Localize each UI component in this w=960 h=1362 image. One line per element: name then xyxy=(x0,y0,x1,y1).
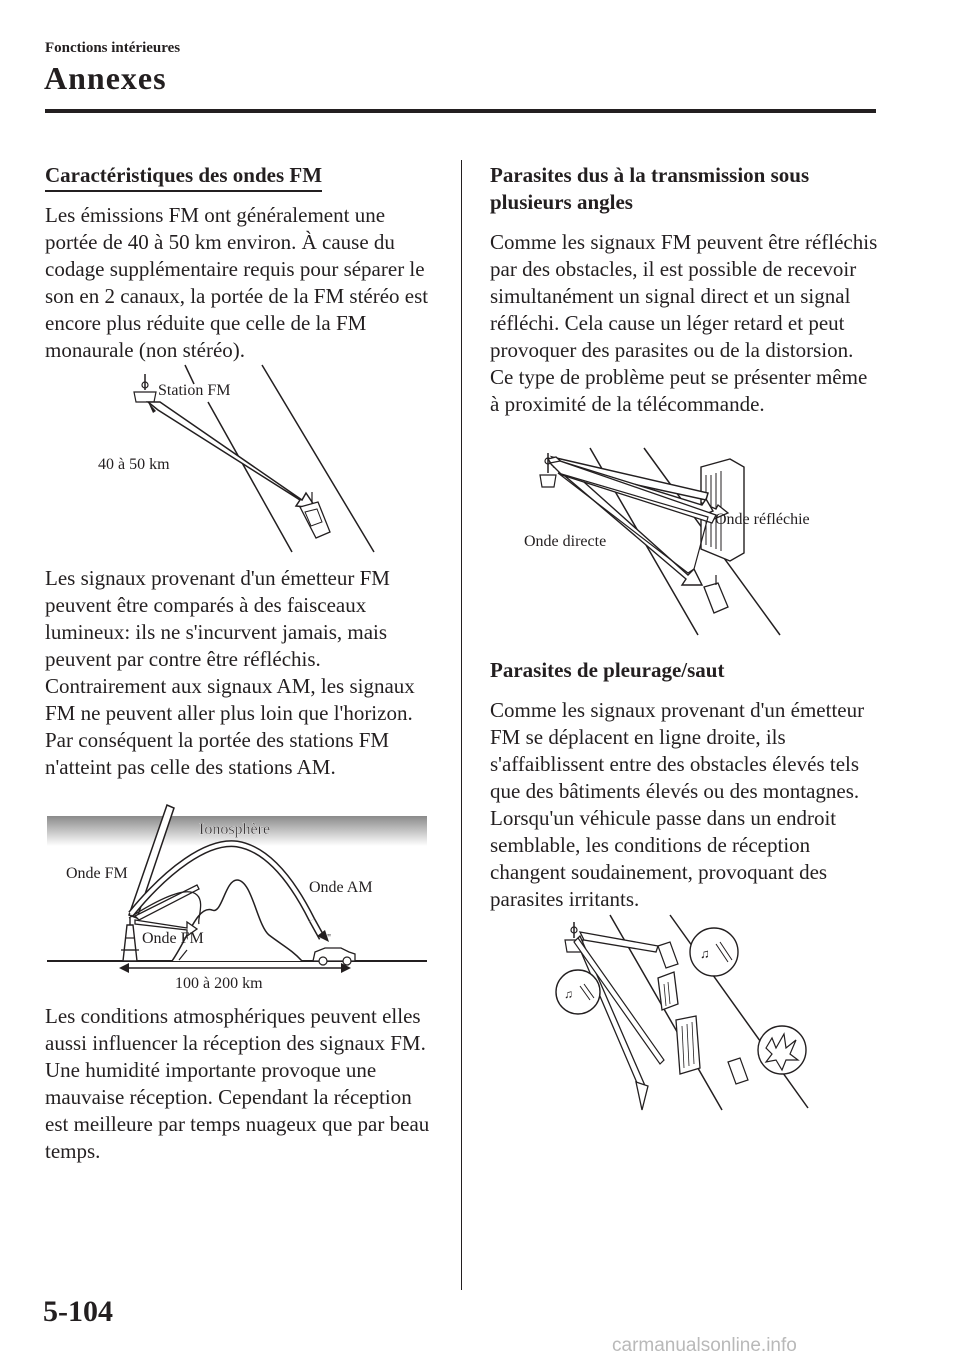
am-wave-label: Onde AM xyxy=(309,879,373,896)
svg-text:♫: ♫ xyxy=(564,987,573,1001)
svg-text:": " xyxy=(327,933,332,944)
section-label: Fonctions intérieures xyxy=(45,40,181,56)
fm-wave-label-lower: Onde FM xyxy=(142,930,204,947)
reflected-wave-label: Onde réfléchie xyxy=(715,511,810,528)
radio-tower-icon xyxy=(134,374,156,402)
figure-flutter-noise xyxy=(550,910,812,1115)
station-fm-label: Station FM xyxy=(158,382,231,399)
noise-bubble-icon xyxy=(690,928,738,976)
direct-wave-label: Onde directe xyxy=(524,533,607,550)
fm-wave-label-upper: Onde FM xyxy=(66,865,128,882)
heading-multipath: Parasites dus à la transmission sous plusieurs angles xyxy=(490,163,810,214)
signal-arrow xyxy=(148,402,316,508)
distance-40-50-label: 40 à 50 km xyxy=(98,456,170,473)
figure-multipath xyxy=(518,445,810,640)
figure-ionosphere xyxy=(47,800,429,995)
svg-text:♫: ♫ xyxy=(700,946,710,961)
noise-burst-icon xyxy=(758,1026,806,1074)
car-icon xyxy=(704,575,728,613)
heading-flutter: Parasites de pleurage/saut xyxy=(490,658,725,682)
page-number: 5-104 xyxy=(43,1295,113,1328)
paragraph-flutter: Comme les signaux provenant d'un émetteur FM se déplacent en ligne droite, ils s'affaiblissent entre des obstacles élevés tels que des bâtiments élevés ou des montagnes. Lorsqu'un véhicule passe dans un endroit semblable, les conditions de réception changent soudainement, provoquant des parasites irritants. xyxy=(490,698,865,911)
heading-fm-characteristics: Caractéristiques des ondes FM xyxy=(45,162,440,189)
header-divider xyxy=(45,109,876,113)
ionosphere-label: Ionosphère xyxy=(199,821,271,838)
car-icon xyxy=(728,1058,748,1084)
distance-arrow xyxy=(119,963,351,973)
distance-100-200-label: 100 à 200 km xyxy=(175,975,263,992)
building-icon xyxy=(658,972,678,1010)
car-icon xyxy=(658,942,678,968)
watermark: carmanualsonline.info xyxy=(612,1335,797,1356)
figure-fm-station-range xyxy=(90,362,390,557)
paragraph-fm-range: Les émissions FM ont généralement une portée de 40 à 50 km environ. À cause du codage supplémentaire requis pour séparer le son en 2 canaux, la portée de la FM stéréo est encore plus réduite que celle de la FM monaurale (non stéréo). xyxy=(45,203,429,362)
page-title: Annexes xyxy=(44,60,167,96)
road-edge-line xyxy=(208,402,292,552)
paragraph-atmospheric: Les conditions atmosphériques peuvent elles aussi influencer la réception des signaux FM. Une humidité importante provoque une mauvaise réception. Cependant la réception est meilleure par temps nuageux que par beau temps. xyxy=(45,1004,430,1163)
column-divider xyxy=(461,160,462,1290)
paragraph-fm-light-beams: Les signaux provenant d'un émetteur FM peuvent être comparés à des faisceaux lumineux: ils ne s'incurvent jamais, mais peuvent par contre être réfléchis. Contrairement aux signaux AM, les signaux FM ne peuvent aller plus loin que l'horizon. Par conséquent la portée des stations FM n'atteint pas celle des stations AM. xyxy=(45,566,415,779)
paragraph-multipath: Comme les signaux FM peuvent être réfléchis par des obstacles, il est possible de recevoir simultanément un signal direct et un signal réfléchi. Cela cause un léger retard et peut provoquer des parasites ou de la distorsion. Ce type de problème peut se présenter même à proximité de la télécommande. xyxy=(490,230,878,416)
noise-bubble-icon xyxy=(556,970,600,1014)
signal-arrow-to-car1 xyxy=(580,932,658,952)
